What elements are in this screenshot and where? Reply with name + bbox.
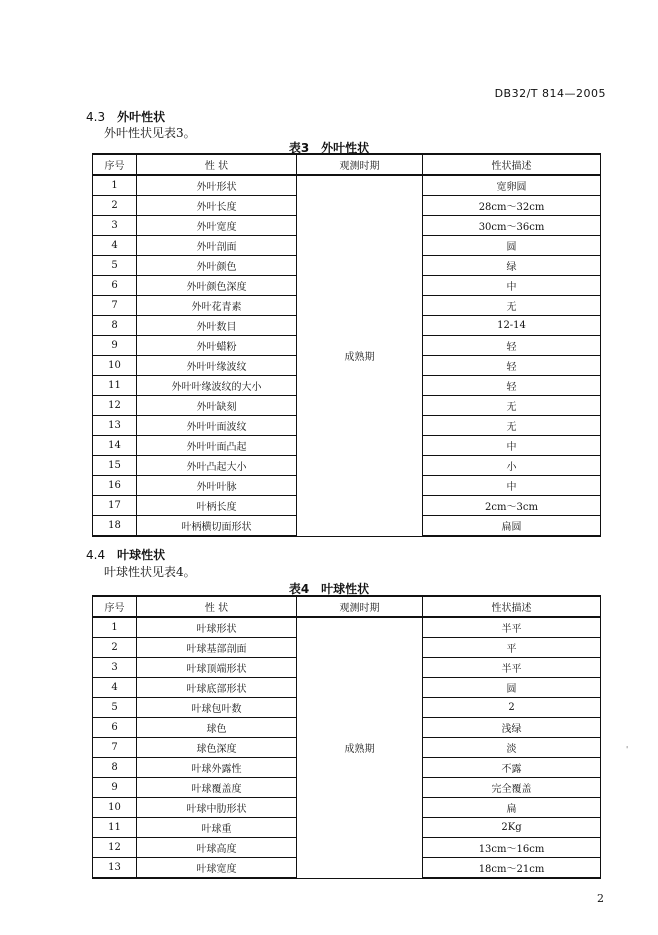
cell-description: 中 — [423, 436, 601, 456]
cell-number: 11 — [93, 818, 137, 838]
cell-observation-period: 成熟期 — [297, 175, 423, 536]
cell-trait: 外叶颜色 — [137, 256, 297, 276]
cell-description: 无 — [423, 296, 601, 316]
cell-trait: 外叶颜色深度 — [137, 276, 297, 296]
cell-description: 30cm～36cm — [423, 216, 601, 236]
cell-description: 淡 — [423, 738, 601, 758]
col-header-number: 序号 — [93, 596, 137, 617]
cell-number: 9 — [93, 778, 137, 798]
cell-description: 28cm～32cm — [423, 196, 601, 216]
cell-trait: 叶柄长度 — [137, 496, 297, 516]
cell-description: 绿 — [423, 256, 601, 276]
cell-trait: 外叶缺刻 — [137, 396, 297, 416]
cell-trait: 外叶蜡粉 — [137, 336, 297, 356]
cell-number: 13 — [93, 416, 137, 436]
cell-trait: 外叶叶脉 — [137, 476, 297, 496]
cell-trait: 叶球中肋形状 — [137, 798, 297, 818]
col-header-trait: 性 状 — [137, 154, 297, 175]
cell-number: 10 — [93, 798, 137, 818]
cell-description: 圆 — [423, 236, 601, 256]
cell-trait: 球色 — [137, 718, 297, 738]
cell-observation-period: 成熟期 — [297, 617, 423, 878]
cell-trait: 外叶叶面凸起 — [137, 436, 297, 456]
col-header-description: 性状描述 — [423, 154, 601, 175]
cell-description: 2cm～3cm — [423, 496, 601, 516]
table-header-row — [93, 154, 601, 175]
cell-number: 1 — [93, 617, 137, 638]
cell-number: 5 — [93, 256, 137, 276]
cell-description: 半平 — [423, 617, 601, 638]
section-title: 叶球性状 — [117, 548, 166, 562]
cell-number: 11 — [93, 376, 137, 396]
cell-number: 16 — [93, 476, 137, 496]
scan-mark: ' — [626, 745, 629, 754]
cell-trait: 外叶凸起大小 — [137, 456, 297, 476]
cell-number: 5 — [93, 698, 137, 718]
section-heading-4-4 — [86, 546, 165, 563]
table-3 — [92, 153, 601, 537]
cell-number: 4 — [93, 236, 137, 256]
cell-trait: 外叶形状 — [137, 175, 297, 196]
cell-description: 无 — [423, 396, 601, 416]
cell-trait: 球色深度 — [137, 738, 297, 758]
cell-description: 扁 — [423, 798, 601, 818]
cell-description: 宽卵圆 — [423, 175, 601, 196]
page-number: 2 — [597, 892, 604, 905]
cell-description: 轻 — [423, 376, 601, 396]
cell-number: 3 — [93, 658, 137, 678]
cell-trait: 叶球包叶数 — [137, 698, 297, 718]
cell-number: 14 — [93, 436, 137, 456]
cell-trait: 叶球覆盖度 — [137, 778, 297, 798]
cell-description: 不露 — [423, 758, 601, 778]
cell-description: 平 — [423, 638, 601, 658]
cell-description: 中 — [423, 476, 601, 496]
cell-trait: 外叶叶缘波纹 — [137, 356, 297, 376]
cell-trait: 叶球顶端形状 — [137, 658, 297, 678]
cell-number: 8 — [93, 758, 137, 778]
cell-description: 轻 — [423, 336, 601, 356]
cell-description: 2Kg — [423, 818, 601, 838]
cell-number: 2 — [93, 196, 137, 216]
cell-number: 3 — [93, 216, 137, 236]
cell-number: 6 — [93, 276, 137, 296]
col-header-number: 序号 — [93, 154, 137, 175]
cell-description: 2 — [423, 698, 601, 718]
col-header-period: 观测时期 — [297, 154, 423, 175]
table-row — [93, 175, 601, 196]
cell-number: 7 — [93, 296, 137, 316]
cell-trait: 叶球宽度 — [137, 858, 297, 879]
cell-trait: 叶球重 — [137, 818, 297, 838]
cell-number: 12 — [93, 838, 137, 858]
cell-trait: 外叶数目 — [137, 316, 297, 336]
table-row — [93, 617, 601, 638]
cell-trait: 叶球形状 — [137, 617, 297, 638]
table-3-caption: 表3 外叶性状 — [288, 141, 370, 155]
cell-trait: 叶球高度 — [137, 838, 297, 858]
section-intro-4-3: 外叶性状见表3。 — [104, 126, 196, 140]
cell-number: 1 — [93, 175, 137, 196]
cell-description: 小 — [423, 456, 601, 476]
cell-number: 10 — [93, 356, 137, 376]
cell-description: 12-14 — [423, 316, 601, 336]
col-header-period: 观测时期 — [297, 596, 423, 617]
cell-description: 扁圆 — [423, 516, 601, 537]
cell-description: 轻 — [423, 356, 601, 376]
cell-number: 7 — [93, 738, 137, 758]
table-4 — [92, 595, 601, 879]
col-header-description: 性状描述 — [423, 596, 601, 617]
cell-description: 无 — [423, 416, 601, 436]
cell-number: 8 — [93, 316, 137, 336]
section-intro-4-4: 叶球性状见表4。 — [104, 565, 196, 579]
cell-description: 18cm～21cm — [423, 858, 601, 879]
cell-trait: 外叶宽度 — [137, 216, 297, 236]
cell-description: 浅绿 — [423, 718, 601, 738]
cell-number: 9 — [93, 336, 137, 356]
cell-number: 13 — [93, 858, 137, 879]
cell-trait: 叶球基部剖面 — [137, 638, 297, 658]
section-number: 4.3 — [86, 110, 106, 124]
cell-trait: 叶球外露性 — [137, 758, 297, 778]
section-title: 外叶性状 — [117, 110, 166, 124]
section-number: 4.4 — [86, 548, 106, 562]
cell-number: 6 — [93, 718, 137, 738]
section-heading-4-3 — [86, 108, 165, 125]
cell-description: 半平 — [423, 658, 601, 678]
cell-trait: 外叶叶缘波纹的大小 — [137, 376, 297, 396]
cell-description: 完全覆盖 — [423, 778, 601, 798]
cell-trait: 叶柄横切面形状 — [137, 516, 297, 537]
cell-trait: 外叶花青素 — [137, 296, 297, 316]
cell-number: 18 — [93, 516, 137, 537]
cell-number: 12 — [93, 396, 137, 416]
cell-number: 4 — [93, 678, 137, 698]
cell-description: 13cm～16cm — [423, 838, 601, 858]
table-4-caption: 表4 叶球性状 — [288, 582, 370, 596]
cell-number: 15 — [93, 456, 137, 476]
cell-trait: 外叶叶面波纹 — [137, 416, 297, 436]
cell-description: 圆 — [423, 678, 601, 698]
cell-number: 2 — [93, 638, 137, 658]
cell-trait: 外叶剖面 — [137, 236, 297, 256]
cell-number: 17 — [93, 496, 137, 516]
cell-trait: 叶球底部形状 — [137, 678, 297, 698]
cell-description: 中 — [423, 276, 601, 296]
cell-trait: 外叶长度 — [137, 196, 297, 216]
table-header-row — [93, 596, 601, 617]
col-header-trait: 性 状 — [137, 596, 297, 617]
document-code: DB32/T 814—2005 — [494, 87, 606, 100]
